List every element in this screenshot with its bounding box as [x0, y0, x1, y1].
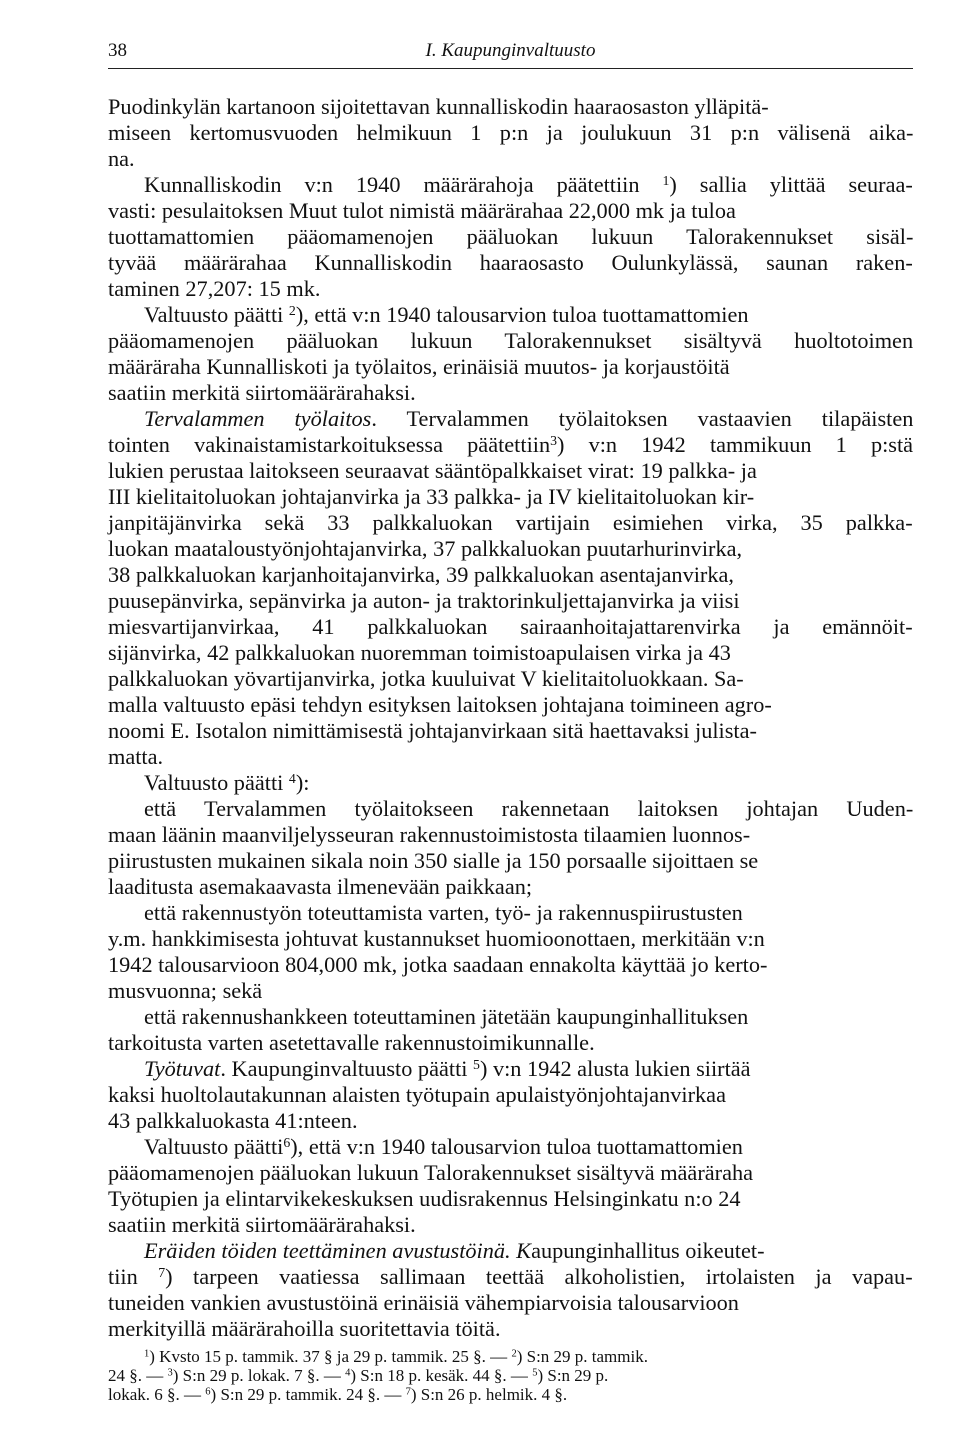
- text-line: saatiin merkitä siirtomäärärahaksi.: [108, 380, 416, 405]
- text-line: lukien perustaa laitokseen seuraavat sääntöpalkkaiset virat: 19 palkka- ja: [108, 458, 757, 483]
- text-line: noomi E. Isotalon nimittämisestä johtajanvirkaan sitä haettavaksi julista-: [108, 718, 757, 743]
- text-line: määräraha Kunnalliskoti ja työlaitos, erinäisiä muutos- ja korjaustöitä: [108, 354, 730, 379]
- text-line: Työtuvat. Kaupunginvaltuusto päätti $^5$) v:n 1942 alusta lukien siirtää: [144, 1056, 751, 1081]
- text-line: Eräiden töiden teettäminen avustustöinä. Kaupunginhallitus oikeutet-: [144, 1238, 765, 1263]
- running-title: I. Kaupunginvaltuusto: [425, 40, 596, 61]
- text-line: tointen vakinaistamistarkoituksessa päätettiin$^3$) v:n 1942 tammikuun 1 p:stä: [108, 432, 914, 457]
- footnote-line: lokak. 6 §. — $^6$) S:n 29 p. tammik. 24 §. — $^7$) S:n 26 p. helmik. 4 §.: [108, 1385, 568, 1404]
- text-line: matta.: [108, 744, 164, 769]
- text-line: 38 palkkaluokan karjanhoitajanvirka, 39 palkkaluokan asentajanvirka,: [108, 562, 734, 587]
- text-line: Valtuusto päätti $^4$):: [144, 770, 310, 795]
- text-line: tiin $^7$) tarpeen vaatiessa sallimaan teettää alkoholistien, irtolaisten ja vapau-: [108, 1264, 913, 1289]
- text-line: musvuonna; sekä: [108, 978, 263, 1003]
- footnote-line: 24 §. — $^3$) S:n 29 p. lokak. 7 §. — $^4$) S:n 18 p. kesäk. 44 §. — $^5$) S:n 29 p.: [108, 1366, 609, 1385]
- text-line: Puodinkylän kartanoon sijoitettavan kunnalliskodin haaraosaston ylläpitä-: [108, 94, 769, 119]
- text-line: piirustusten mukainen sikala noin 350 sialle ja 150 porsaalle sijoittaen se: [108, 848, 759, 873]
- text-line: taminen 27,207: 15 mk.: [108, 276, 321, 301]
- text-line: Kunnalliskodin v:n 1940 määrärahoja päätettiin $^1$) sallia ylittää seuraa-: [144, 172, 913, 197]
- text-line: saatiin merkitä siirtomäärärahaksi.: [108, 1212, 416, 1237]
- text-line: 1942 talousarvioon 804,000 mk, jotka saadaan ennakolta käyttää jo kerto-: [108, 952, 768, 977]
- text-line: janpitäjänvirka sekä 33 palkkaluokan vartijain esimiehen virka, 35 palkka-: [108, 510, 913, 535]
- text-line: laaditusta asemakaavasta ilmenevään paikkaan;: [108, 874, 533, 899]
- text-line: pääomamenojen pääluokan lukuun Talorakennukset sisältyvä huoltotoimen: [108, 328, 914, 353]
- text-line: Tervalammen työlaitos. Tervalammen työlaitoksen vastaavien tilapäisten: [144, 406, 914, 431]
- text-line: tuneiden vankien avustustöinä erinäisiä vähempiarvoisia talousarvioon: [108, 1290, 739, 1315]
- text-line: miseen kertomusvuoden helmikuun 1 p:n ja joulukuun 31 p:n välisenä aika-: [108, 120, 914, 145]
- text-line: että rakennustyön toteuttamista varten, työ- ja rakennuspiirustusten: [144, 900, 743, 925]
- text-line: tarkoitusta varten asetettavalle rakennustoimikunnalle.: [108, 1030, 595, 1055]
- text-line: merkityillä määrärahoilla suoritettavia töitä.: [108, 1316, 501, 1341]
- text-line: malla valtuusto epäsi tehdyn esityksen laitoksen johtajana toimineen agro-: [108, 692, 772, 717]
- footnote-line: $^1$) Kvsto 15 p. tammik. 37 § ja 29 p. tammik. 25 §. — $^2$) S:n 29 p. tammik.: [144, 1347, 648, 1366]
- text-line: tuottamattomien pääomamenojen pääluokan lukuun Talorakennukset sisäl-: [108, 224, 914, 249]
- text-line: sijänvirka, 42 palkkaluokan nuoremman toimistoapulaisen virka ja 43: [108, 640, 731, 665]
- text-line: III kielitaitoluokan johtajanvirka ja 33 palkka- ja IV kielitaitoluokan kir-: [108, 484, 755, 509]
- text-line: Valtuusto päätti $^2$), että v:n 1940 talousarvion tuloa tuottamattomien: [144, 302, 749, 327]
- text-line: Työtupien ja elintarvikekeskuksen uudisrakennus Helsinginkatu n:o 24: [108, 1186, 741, 1211]
- text-line: Valtuusto päätti$^6$), että v:n 1940 talousarvion tuloa tuottamattomien: [144, 1134, 743, 1159]
- page-header: [108, 40, 913, 66]
- text-line: na.: [108, 146, 135, 171]
- text-line: y.m. hankkimisesta johtuvat kustannukset huomioonottaen, merkitään v:n: [108, 926, 765, 951]
- text-line: maan läänin maanviljelysseuran rakennustoimistosta tilaamien luonnos-: [108, 822, 751, 847]
- text-line: että rakennushankkeen toteuttaminen jätetään kaupunginhallituksen: [144, 1004, 749, 1029]
- text-line: pääomamenojen pääluokan lukuun Talorakennukset sisältyvä määräraha: [108, 1160, 754, 1185]
- page-number: 38: [108, 40, 127, 61]
- text-line: palkkaluokan yövartijanvirka, jotka kuuluivat V kielitaitoluokkaan. Sa-: [108, 666, 744, 691]
- header-rule: [108, 68, 913, 69]
- text-line: miesvartijanvirkaa, 41 palkkaluokan sairaanhoitajattarenvirka ja emännöit-: [108, 614, 913, 639]
- text-line: 43 palkkaluokasta 41:nteen.: [108, 1108, 358, 1133]
- text-line: että Tervalammen työlaitokseen rakennetaan laitoksen johtajan Uuden-: [144, 796, 914, 821]
- text-line: luokan maataloustyönjohtajanvirka, 37 palkkaluokan puutarhurinvirka,: [108, 536, 743, 561]
- text-line: kaksi huoltolautakunnan alaisten työtupain apulaistyönjohtajanvirkaa: [108, 1082, 726, 1107]
- text-line: puusepänvirka, sepänvirka ja auton- ja traktorinkuljettajanvirka ja viisi: [108, 588, 740, 613]
- text-line: vasti: pesulaitoksen Muut tulot nimistä määrärahaa 22,000 mk ja tuloa: [108, 198, 736, 223]
- text-line: tyvää määrärahaa Kunnalliskodin haaraosasto Oulunkylässä, saunan raken-: [108, 250, 913, 275]
